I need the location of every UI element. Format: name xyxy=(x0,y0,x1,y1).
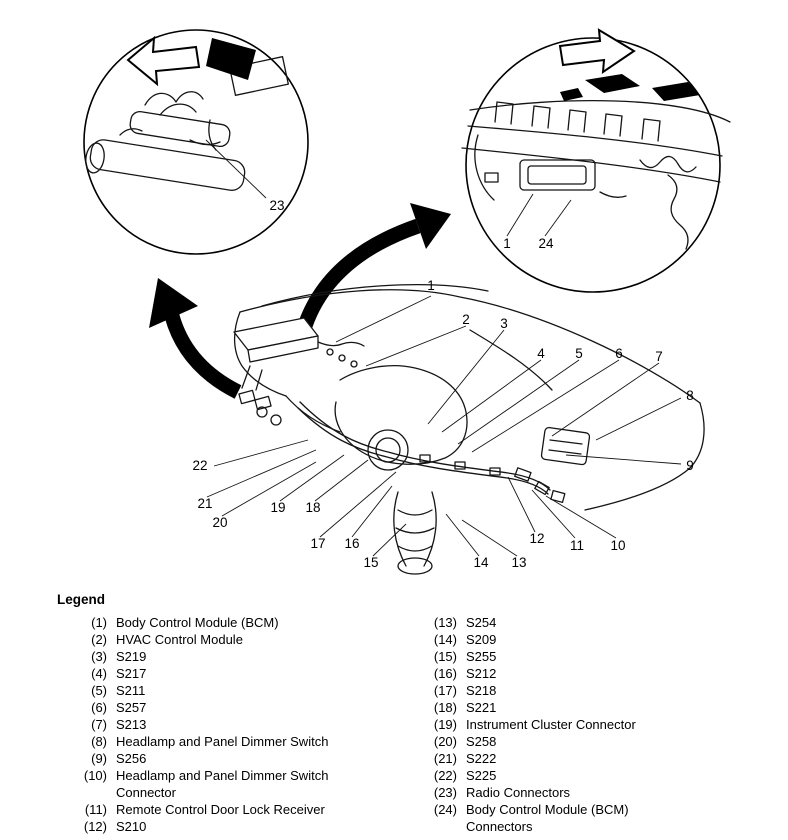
legend-item-label: S210 xyxy=(116,819,147,834)
legend-item-number: (18) xyxy=(433,700,457,715)
legend-item-7 xyxy=(57,716,407,733)
callout-16: 16 xyxy=(344,536,360,551)
callout-22: 22 xyxy=(192,458,208,473)
legend-item-label: S218 xyxy=(466,683,497,698)
legend-item-9 xyxy=(57,750,407,767)
legend-item-label: Instrument Cluster Connector xyxy=(466,717,636,732)
legend-item-label: Remote Control Door Lock Receiver xyxy=(116,802,325,817)
legend-item-22 xyxy=(407,767,747,784)
legend-item-24 xyxy=(407,801,747,835)
legend-item-label: S209 xyxy=(466,632,497,647)
legend-item-label: Headlamp and Panel Dimmer Switch xyxy=(116,734,329,749)
legend-item-number: (5) xyxy=(91,683,107,698)
legend-item-number: (10) xyxy=(83,768,107,783)
callout-18: 18 xyxy=(305,500,321,515)
legend-item-number: (8) xyxy=(91,734,107,749)
legend-item-number: (20) xyxy=(433,734,457,749)
callout-13: 13 xyxy=(511,555,527,570)
callout-15: 15 xyxy=(363,555,379,570)
legend-item-label: S219 xyxy=(116,649,147,664)
legend-item-label: Headlamp and Panel Dimmer Switch Connector xyxy=(116,768,329,800)
legend-item-5 xyxy=(57,682,407,699)
callout-2: 2 xyxy=(462,312,470,327)
legend-item-number: (12) xyxy=(83,819,107,834)
inset-left-steering-column xyxy=(84,30,308,254)
callout-8: 8 xyxy=(686,388,694,403)
callout-7: 7 xyxy=(655,349,663,364)
callout-21: 21 xyxy=(197,496,213,511)
legend-item-number: (1) xyxy=(91,615,107,630)
callout-1: 1 xyxy=(427,278,435,293)
legend-item-23 xyxy=(407,784,747,801)
curved-arrow-to-right-inset xyxy=(303,203,451,332)
legend-item-15 xyxy=(407,648,747,665)
legend-item-label: S225 xyxy=(466,768,497,783)
legend-item-label: S258 xyxy=(466,734,497,749)
legend-item-number: (11) xyxy=(84,802,107,817)
legend-item-number: (9) xyxy=(91,751,107,766)
legend-title: Legend xyxy=(57,592,106,607)
callout-14: 14 xyxy=(473,555,489,570)
callout-11: 11 xyxy=(569,538,585,553)
callout-12: 12 xyxy=(529,531,545,546)
legend-item-number: (24) xyxy=(433,802,457,817)
callout-19: 19 xyxy=(270,500,286,515)
legend-item-number: (2) xyxy=(91,632,107,647)
legend-item-number: (16) xyxy=(433,666,457,681)
legend-item-label: S213 xyxy=(116,717,147,732)
legend xyxy=(57,592,757,835)
legend-item-label: S257 xyxy=(116,700,147,715)
legend-item-8 xyxy=(57,733,407,750)
legend-item-2 xyxy=(57,631,407,648)
callout-23: 23 xyxy=(269,198,285,213)
legend-item-number: (15) xyxy=(433,649,457,664)
legend-item-number: (13) xyxy=(433,615,457,630)
inset-right-bcm-detail xyxy=(462,30,730,292)
legend-item-label: HVAC Control Module xyxy=(116,632,243,647)
legend-item-number: (7) xyxy=(91,717,107,732)
legend-item-13 xyxy=(407,614,747,631)
legend-item-number: (23) xyxy=(433,785,457,800)
legend-item-12 xyxy=(57,818,407,835)
legend-item-3 xyxy=(57,648,407,665)
legend-item-label: S222 xyxy=(466,751,497,766)
legend-item-number: (14) xyxy=(433,632,457,647)
legend-item-20 xyxy=(407,733,747,750)
legend-item-number: (6) xyxy=(91,700,107,715)
callout-3: 3 xyxy=(500,316,508,331)
legend-item-label: Body Control Module (BCM) xyxy=(116,615,279,630)
legend-item-1 xyxy=(57,614,407,631)
legend-item-label: S217 xyxy=(116,666,147,681)
legend-item-16 xyxy=(407,665,747,682)
legend-item-label: S212 xyxy=(466,666,497,681)
legend-item-6 xyxy=(57,699,407,716)
legend-item-10 xyxy=(57,767,407,801)
legend-item-number: (21) xyxy=(433,751,457,766)
legend-item-number: (19) xyxy=(433,717,457,732)
curved-arrow-to-left-inset xyxy=(149,278,238,392)
main-instrument-panel-sketch xyxy=(234,285,704,574)
legend-item-label: Radio Connectors xyxy=(466,785,571,800)
legend-item-21 xyxy=(407,750,747,767)
legend-item-number: (17) xyxy=(433,683,457,698)
callout-9: 9 xyxy=(686,458,694,473)
legend-item-14 xyxy=(407,631,747,648)
callout-20: 20 xyxy=(212,515,228,530)
legend-column-right xyxy=(407,614,747,835)
legend-item-11 xyxy=(57,801,407,818)
legend-item-label: S254 xyxy=(466,615,497,630)
main-callout-numbers xyxy=(192,278,693,570)
legend-item-number: (4) xyxy=(91,666,107,681)
callout-17: 17 xyxy=(310,536,326,551)
legend-item-18 xyxy=(407,699,747,716)
legend-item-label: S211 xyxy=(116,683,146,698)
legend-item-number: (3) xyxy=(91,649,107,664)
legend-item-17 xyxy=(407,682,747,699)
callout-inset-1: 1 xyxy=(503,236,511,251)
legend-item-4 xyxy=(57,665,407,682)
legend-item-number: (22) xyxy=(433,768,457,783)
callout-5: 5 xyxy=(575,346,583,361)
legend-column-left xyxy=(57,614,407,835)
legend-item-label: Body Control Module (BCM) Connectors xyxy=(466,802,629,834)
callout-4: 4 xyxy=(537,346,545,361)
callout-6: 6 xyxy=(615,346,623,361)
legend-item-label: S256 xyxy=(116,751,147,766)
legend-item-label: S255 xyxy=(466,649,497,664)
callout-10: 10 xyxy=(610,538,626,553)
callout-inset-24: 24 xyxy=(538,236,554,251)
legend-item-19 xyxy=(407,716,747,733)
legend-item-label: S221 xyxy=(466,700,497,715)
